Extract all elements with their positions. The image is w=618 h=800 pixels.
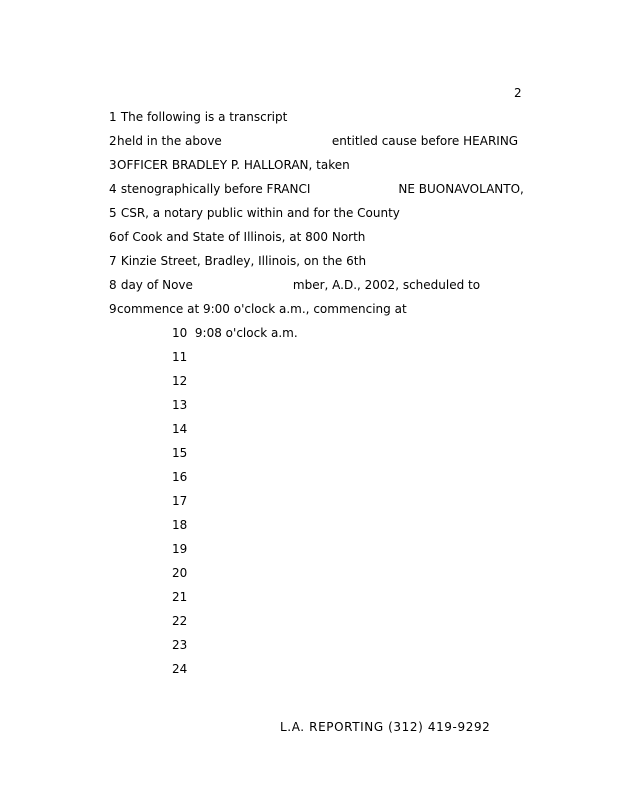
line-number: 21 <box>172 590 188 604</box>
transcript-line <box>109 230 365 244</box>
line-number: 22 <box>172 614 188 628</box>
footer-reporter: L.A. REPORTING (312) 419-9292 <box>280 720 491 734</box>
line-text: stenographically before FRANCI <box>120 182 311 196</box>
line-text: commence at 9:00 o'clock a.m., commencing at <box>117 302 407 316</box>
line-text: of Cook and State of Illinois, at 800 North <box>117 230 366 244</box>
line-number: 13 <box>172 398 188 412</box>
page-number: 2 <box>514 86 522 100</box>
line-number: 23 <box>172 638 188 652</box>
transcript-line <box>109 134 518 148</box>
transcript-line <box>109 182 524 196</box>
line-number: 14 <box>172 422 188 436</box>
line-number: 12 <box>172 374 188 388</box>
line-text: OFFICER BRADLEY P. HALLORAN, taken <box>117 158 350 172</box>
line-number: 19 <box>172 542 188 556</box>
line-number: 15 <box>172 446 188 460</box>
line-number: 4 <box>109 182 117 196</box>
line-text: held in the above <box>117 134 222 148</box>
line-text: The following is a transcript <box>120 110 288 124</box>
transcript-line <box>109 278 480 292</box>
line-number: 7 <box>109 254 117 268</box>
line-number: 18 <box>172 518 188 532</box>
line-number: 5 <box>109 206 117 220</box>
line-text-continued: entitled cause before HEARING <box>331 134 519 148</box>
line-number: 17 <box>172 494 188 508</box>
line-number: 20 <box>172 566 188 580</box>
line-text: Kinzie Street, Bradley, Illinois, on the 6th <box>120 254 367 268</box>
transcript-line <box>109 302 407 316</box>
line-text-continued: mber, A.D., 2002, scheduled to <box>292 278 481 292</box>
line-number: 3 <box>109 158 117 172</box>
line-number: 6 <box>109 230 117 244</box>
line-number: 11 <box>172 350 188 364</box>
line-text: 9:08 o'clock a.m. <box>194 326 298 340</box>
line-text: day of Nove <box>120 278 193 292</box>
transcript-line <box>172 326 298 340</box>
transcript-line <box>109 110 287 124</box>
line-number: 16 <box>172 470 188 484</box>
line-number: 2 <box>109 134 117 148</box>
line-number: 10 <box>172 326 188 340</box>
transcript-line <box>109 254 366 268</box>
line-text-continued: NE BUONAVOLANTO, <box>398 182 524 196</box>
line-number: 9 <box>109 302 117 316</box>
line-number: 24 <box>172 662 188 676</box>
line-number: 8 <box>109 278 117 292</box>
line-number: 1 <box>109 110 117 124</box>
line-text: CSR, a notary public within and for the County <box>120 206 400 220</box>
transcript-line <box>109 206 400 220</box>
transcript-line <box>109 158 350 172</box>
